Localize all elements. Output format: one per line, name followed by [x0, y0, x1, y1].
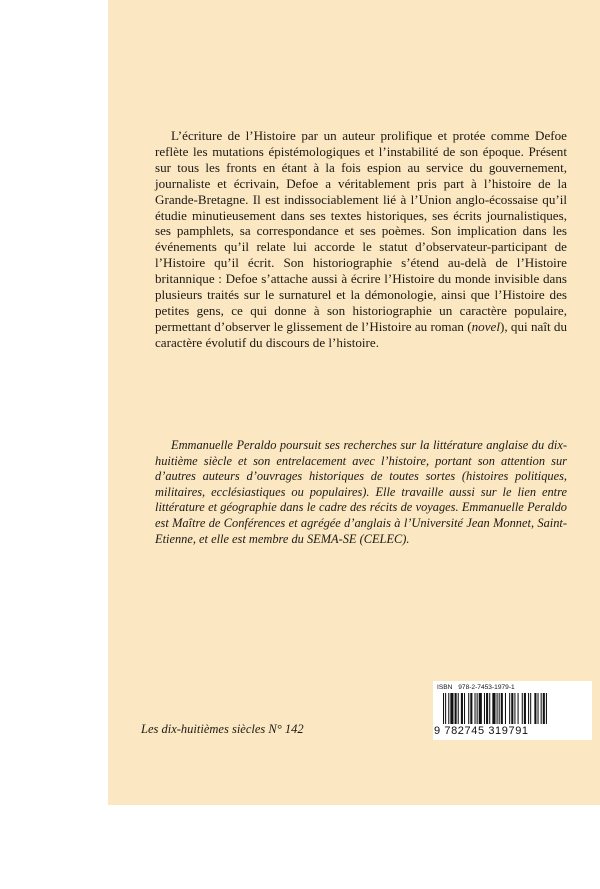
barcode-graphic	[437, 693, 588, 724]
barcode-bar	[489, 693, 490, 724]
barcode-bar	[461, 693, 463, 724]
barcode-bar	[484, 693, 485, 724]
barcode-bar	[514, 693, 515, 724]
barcode-bar	[501, 693, 503, 724]
summary-italic-novel: novel	[471, 318, 500, 334]
barcode-bar	[534, 693, 536, 724]
barcode-bar	[528, 693, 529, 724]
barcode-bar	[477, 693, 478, 724]
barcode-bar	[543, 693, 545, 724]
barcode-bar	[450, 693, 453, 724]
barcode-bar	[530, 693, 531, 724]
barcode-bar	[455, 693, 457, 724]
barcode-bar	[464, 693, 465, 724]
isbn-number: 978-2-7453-1979-1	[458, 684, 515, 691]
barcode-bar	[511, 693, 513, 724]
summary-paragraph	[155, 128, 567, 351]
barcode-bar	[538, 693, 539, 724]
barcode-bar	[486, 693, 488, 724]
barcode-bar	[524, 693, 526, 724]
barcode-bar	[479, 693, 482, 724]
summary-text-part-2: ), qui naît du caractère évolutif du discours de l’histoire.	[155, 318, 568, 350]
barcode-bar	[468, 693, 469, 724]
series-label: Les dix-huitièmes siècles N° 142	[141, 722, 304, 736]
isbn-barcode-panel	[433, 681, 592, 740]
summary-text-part-1: L’écriture de l’Histoire par un auteur prolifique et protée comme Defoe reflète les mutations épistémologiques et l’instabilité de son époque. Présent sur tous les fronts en étant à la fois espion au service du gouvernement, journaliste et écrivain, Defoe a véritablement pris part à l’histoire de la Grande-Bretagne. Il est indissociablement lié à l’Union anglo-écossaise qu’il étudie minutieusement dans ses textes historiques, ses écrits journalistiques, ses pamphlets, sa correspondance et ses poèmes. Son implication dans les événements qu’il relate lui accorde le statut d’observateur-participant de l’Histoire qu’il écrit. Son historiographie s’étend au-delà de l’Histoire britannique : Defoe s’attache aussi à écrire l’Histoire du monde invisible dans plusieurs traités sur le surnaturel et la démonologie, ainsi que l’Histoire des petites gens, ce qui donne à son historiographie un caractère populaire, permettant d’observer le glissement de l’Histoire au roman (	[155, 128, 567, 334]
barcode-bar	[518, 693, 519, 724]
barcode-bar	[445, 693, 446, 724]
barcode-bar	[505, 693, 506, 724]
author-biography: Emmanuelle Peraldo poursuit ses recherches sur la littérature anglaise du dix-huitième siècle et son entrelacement avec l’histoire, portant son attention sur d’autres auteurs d’ouvrages historiques de toutes sortes (histoires politiques, militaires, ecclésiastiques ou populaires). Elle travaille aussi sur le lien entre littérature et géographie dans le cadre des récits de voyages. Emmanuelle Peraldo est Maître de Conférences et agrégée d’anglais à l’Université Jean Monnet, Saint-Etienne, et elle est membre du SEMA-SE (CELEC).	[155, 438, 567, 546]
barcode-digits: 9 782745 319791	[434, 725, 529, 737]
barcode-bar	[522, 693, 523, 724]
barcode-bar	[458, 693, 459, 724]
barcode-bar	[541, 693, 542, 724]
isbn-label: ISBN	[437, 684, 453, 691]
barcode-bar	[470, 693, 472, 724]
barcode-bar	[492, 693, 495, 724]
barcode-bar	[546, 693, 547, 724]
isbn-line	[437, 683, 589, 693]
barcode-bar	[497, 693, 498, 724]
back-cover	[108, 0, 600, 805]
barcode-bar	[448, 693, 449, 724]
barcode-bar	[499, 693, 500, 724]
barcode-bar	[443, 693, 444, 724]
barcode-bar	[509, 693, 510, 724]
barcode-bar	[475, 693, 476, 724]
